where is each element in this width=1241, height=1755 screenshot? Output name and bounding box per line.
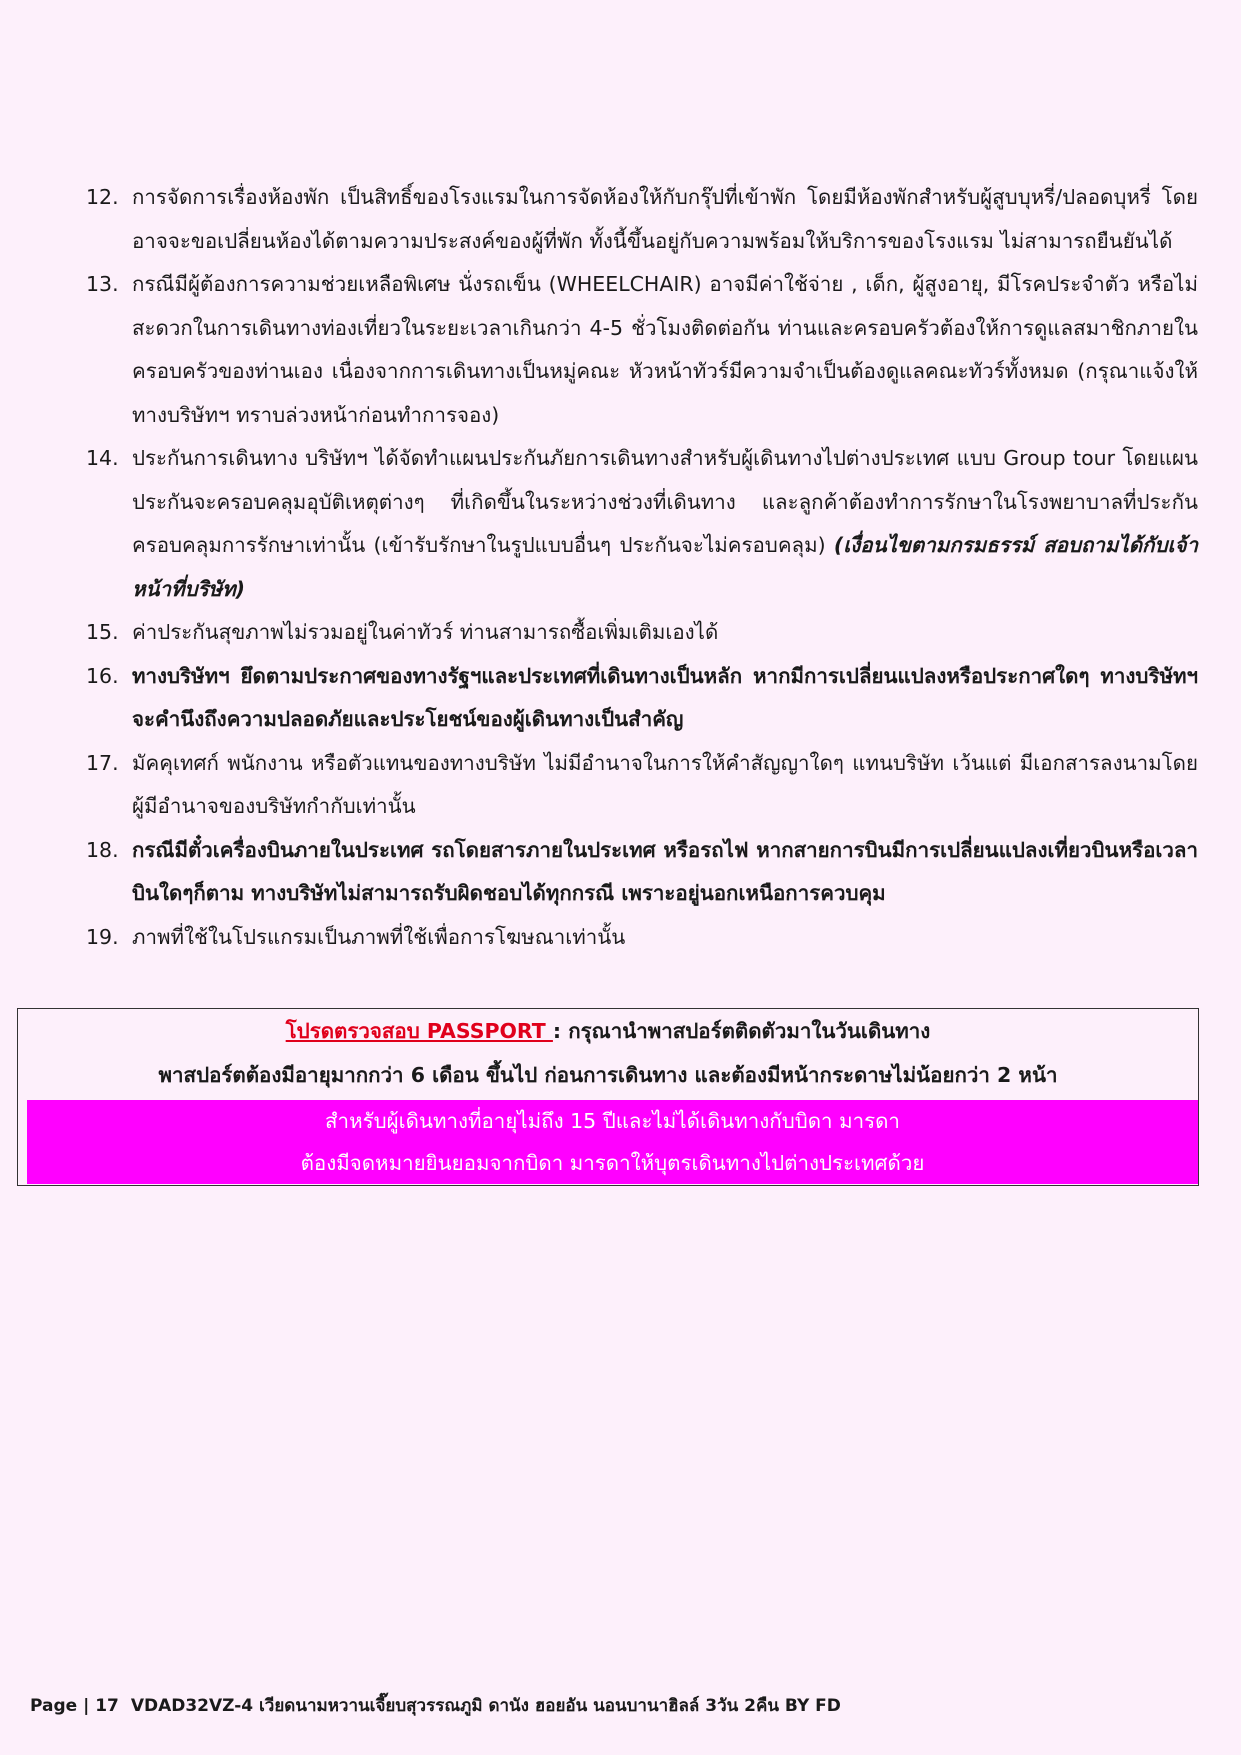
term-text: มัคคุเทศก์ พนักงาน หรือตัวแทนของทางบริษัท ไม่มีอำนาจในการให้คำสัญญาใดๆ แทนบริษัท เว้นแต่ มีเอกสารลงนามโดยผู้มีอำนาจของบริษัทกำกับเท่านั้น	[132, 750, 1198, 818]
term-number: 12.	[86, 185, 119, 209]
term-item-18	[86, 829, 1198, 916]
page-footer	[30, 1692, 847, 1719]
term-number: 18.	[86, 837, 119, 862]
term-number: 19.	[86, 924, 119, 949]
minor-travel-highlight	[27, 1100, 1198, 1184]
term-emphasis: (เงื่อนไขตามกรมธรรม์ สอบถามได้กับเจ้าหน้าที่บริษัท)	[132, 533, 1198, 601]
term-item-14	[86, 437, 1198, 611]
notice-line-2: พาสปอร์ตต้องมีอายุมากกว่า 6 เดือน ขึ้นไป ก่อนการเดินทาง และต้องมีหน้ากระดาษไม่น้อยกว่า 2 หน้า	[158, 1063, 1058, 1087]
term-number: 15.	[86, 620, 119, 644]
term-text: ภาพที่ใช้ในโปรแกรมเป็นภาพที่ใช้เพื่อการโฆษณาเท่านั้น	[132, 924, 626, 949]
term-item-13	[86, 263, 1198, 437]
term-number: 16.	[86, 663, 119, 688]
term-text: กรณีมีผู้ต้องการความช่วยเหลือพิเศษ นั่งรถเข็น (WHEELCHAIR) อาจมีค่าใช้จ่าย , เด็ก, ผู้สูงอายุ, มีโรคประจำตัว หรือไม่สะดวกในการเดินทางท่องเที่ยวในระยะเวลาเกินกว่า 4-5 ชั่วโมงติดต่อกัน ท่านและครอบครัวต้องให้การดูแลสมาชิกภายในครอบครัวของท่านเอง เนื่องจากการเดินทางเป็นหมู่คณะ หัวหน้าทัวร์มีความจำเป็นต้องดูแลคณะทัวร์ทั้งหมด (กรุณาแจ้งให้ทางบริษัทฯ ทราบล่วงหน้าก่อนทำการจอง)	[132, 272, 1198, 427]
term-text: ประกันการเดินทาง บริษัทฯ ได้จัดทำแผนประกันภัยการเดินทางสำหรับผู้เดินทางไปต่างประเทศ แบบ Group tour โดยแผนประกันจะครอบคลุมอุบัติเหตุต่างๆ ที่เกิดขึ้นในระหว่างช่วงที่เดินทาง และลูกค้าต้องทำการรักษาในโรงพยาบาลที่ประกันครอบคลุมการรักษาเท่านั้น (เข้ารับรักษาในรูปแบบอื่นๆ ประกันจะไม่ครอบคลุม)	[132, 446, 1198, 557]
notice-line-1-text: กรุณานำพาสปอร์ตติดตัวมาในวันเดินทาง	[561, 1019, 931, 1043]
notice-line-1	[18, 1009, 1198, 1053]
program-title: VDAD32VZ-4 เวียดนามหวานเจี๊ยบสุวรรณภูมิ ดานัง ฮอยอัน นอนบานาฮิลล์ 3วัน 2คืน BY FD	[130, 1696, 841, 1716]
notice-separator: :	[552, 1019, 562, 1043]
passport-check-link[interactable]: โปรดตรวจสอบ PASSPORT	[285, 1019, 553, 1043]
notice-line-3: สำหรับผู้เดินทางที่อายุไม่ถึง 15 ปีและไม่ได้เดินทางกับบิดา มารดา	[325, 1109, 900, 1133]
terms-list	[86, 176, 1198, 959]
passport-notice-box	[17, 1008, 1199, 1186]
term-item-19	[86, 916, 1198, 960]
term-number: 13.	[86, 272, 119, 296]
term-number: 14.	[86, 446, 119, 470]
term-item-17	[86, 742, 1198, 829]
term-item-15	[86, 611, 1198, 655]
term-item-16	[86, 655, 1198, 742]
term-item-12	[86, 176, 1198, 263]
notice-line-4: ต้องมีจดหมายยินยอมจากบิดา มารดาให้บุตรเดินทางไปต่างประเทศด้วย	[300, 1151, 925, 1175]
term-text-container	[132, 437, 1198, 611]
term-text: การจัดการเรื่องห้องพัก เป็นสิทธิ์ของโรงแรมในการจัดห้องให้กับกรุ๊ปที่เข้าพัก โดยมีห้องพักสำหรับผู้สูบบุหรี่/ปลอดบุหรี่ โดยอาจจะขอเปลี่ยนห้องได้ตามความประสงค์ของผู้ที่พัก ทั้งนี้ขึ้นอยู่กับความพร้อมให้บริการของโรงแรม ไม่สามารถยืนยันได้	[132, 185, 1198, 253]
term-text: กรณีมีตั๋วเครื่องบินภายในประเทศ รถโดยสารภายในประเทศ หรือรถไฟ หากสายการบินมีการเปลี่ยนแปลงเที่ยวบินหรือเวลาบินใดๆก็ตาม ทางบริษัทไม่สามารถรับผิดชอบได้ทุกกรณี เพราะอยู่นอกเหนือการควบคุม	[132, 837, 1198, 905]
term-text: ค่าประกันสุขภาพไม่รวมอยู่ในค่าทัวร์ ท่านสามารถซื้อเพิ่มเติมเองได้	[132, 620, 719, 644]
term-text: ทางบริษัทฯ ยึดตามประกาศของทางรัฐฯและประเทศที่เดินทางเป็นหลัก หากมีการเปลี่ยนแปลงหรือประกาศใดๆ ทางบริษัทฯจะคำนึงถึงความปลอดภัยและประโยชน์ของผู้เดินทางเป็นสำคัญ	[132, 663, 1198, 731]
term-number: 17.	[86, 750, 119, 775]
page-number: Page | 17	[30, 1696, 119, 1716]
